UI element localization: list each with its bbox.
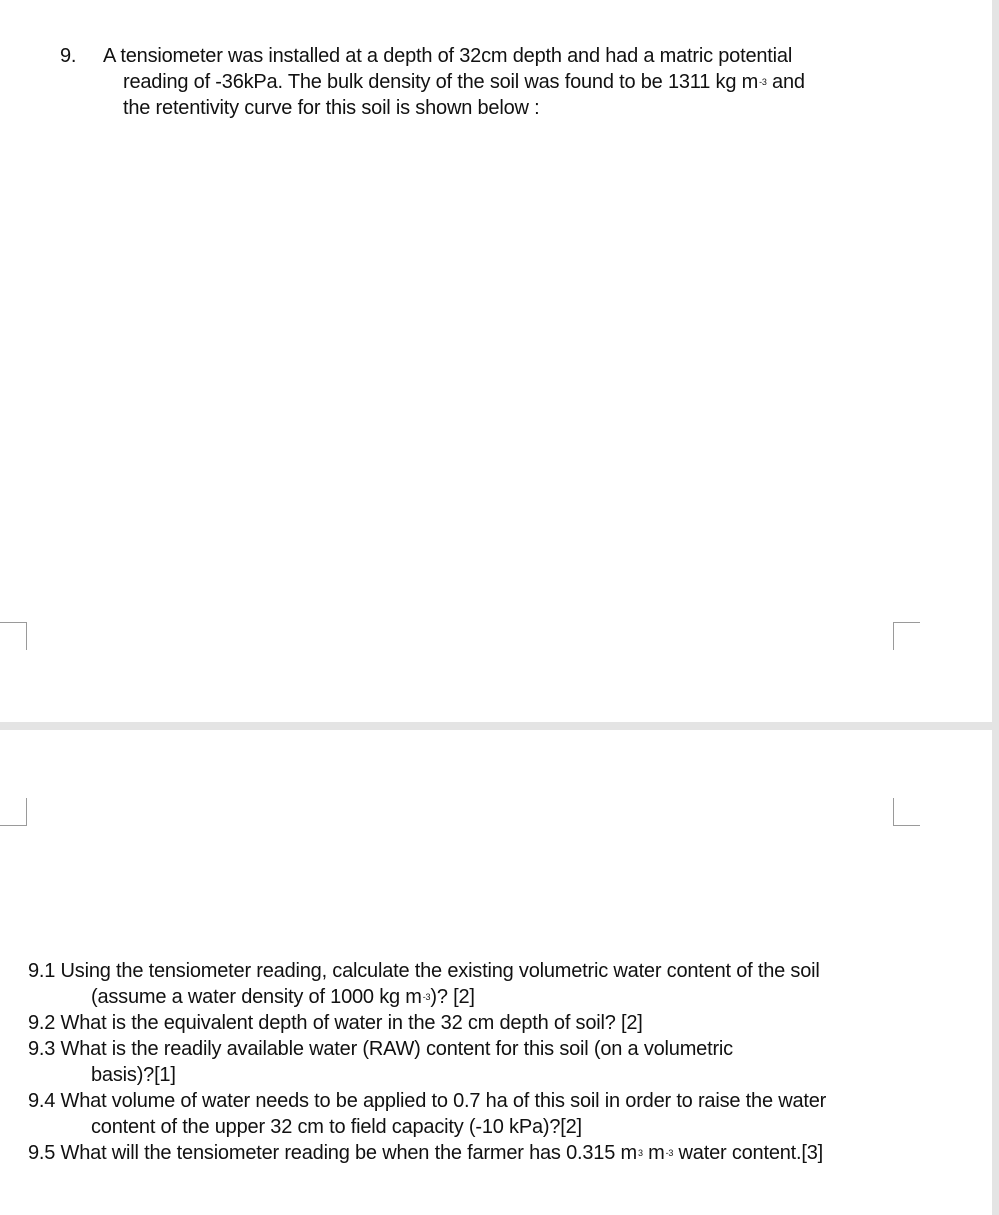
subquestion-9-2: 9.2 What is the equivalent depth of water in the 32 cm depth of soil? [2] bbox=[28, 1012, 643, 1034]
question-text-line-1: A tensiometer was installed at a depth of 32cm depth and had a matric potential bbox=[103, 45, 793, 67]
subquestion-9-5-unit: m bbox=[642, 1142, 665, 1164]
subquestion-9-5-end: water content.[3] bbox=[673, 1142, 824, 1164]
unit-exponent: -3 bbox=[665, 1148, 674, 1158]
question-text-line-3: the retentivity curve for this soil is shown below : bbox=[123, 97, 540, 119]
page-corner-mark-top-left bbox=[0, 622, 27, 650]
subquestion-9-3-line-2: basis)?[1] bbox=[91, 1064, 176, 1086]
subquestion-9-4-line-1: 9.4 What volume of water needs to be applied to 0.7 ha of this soil in order to raise the water bbox=[28, 1090, 827, 1112]
unit-exponent: -3 bbox=[759, 77, 767, 87]
subquestion-9-5-main: 9.5 What will the tensiometer reading be when the farmer has 0.315 m bbox=[28, 1142, 637, 1164]
subquestion-9-1-line-1: 9.1 Using the tensiometer reading, calculate the existing volumetric water content of the soil bbox=[28, 960, 820, 982]
page-separator bbox=[0, 722, 999, 730]
question-number: 9. bbox=[60, 45, 77, 67]
question-text-line-2-main: reading of -36kPa. The bulk density of the soil was found to be 1311 kg m bbox=[123, 71, 759, 93]
subquestion-9-5 bbox=[28, 1140, 823, 1166]
window-edge bbox=[992, 0, 999, 1215]
question-text-line-2-end: and bbox=[766, 71, 805, 93]
page-corner-mark-bottom-right bbox=[893, 798, 920, 826]
subquestion-9-3-line-1: 9.3 What is the readily available water (RAW) content for this soil (on a volumetric bbox=[28, 1038, 733, 1060]
page-corner-mark-bottom-left bbox=[0, 798, 27, 826]
subquestion-9-1-line-2 bbox=[91, 984, 475, 1010]
subquestion-9-4-line-2: content of the upper 32 cm to field capacity (-10 kPa)?[2] bbox=[91, 1116, 582, 1138]
unit-exponent: -3 bbox=[422, 992, 431, 1002]
unit-exponent: 3 bbox=[637, 1148, 643, 1158]
subquestion-9-1-line-2-main: (assume a water density of 1000 kg m bbox=[91, 986, 422, 1008]
page-corner-mark-top-right bbox=[893, 622, 920, 650]
subquestion-9-1-line-2-end: )? [2] bbox=[430, 986, 475, 1008]
question-text-line-2 bbox=[123, 69, 805, 95]
